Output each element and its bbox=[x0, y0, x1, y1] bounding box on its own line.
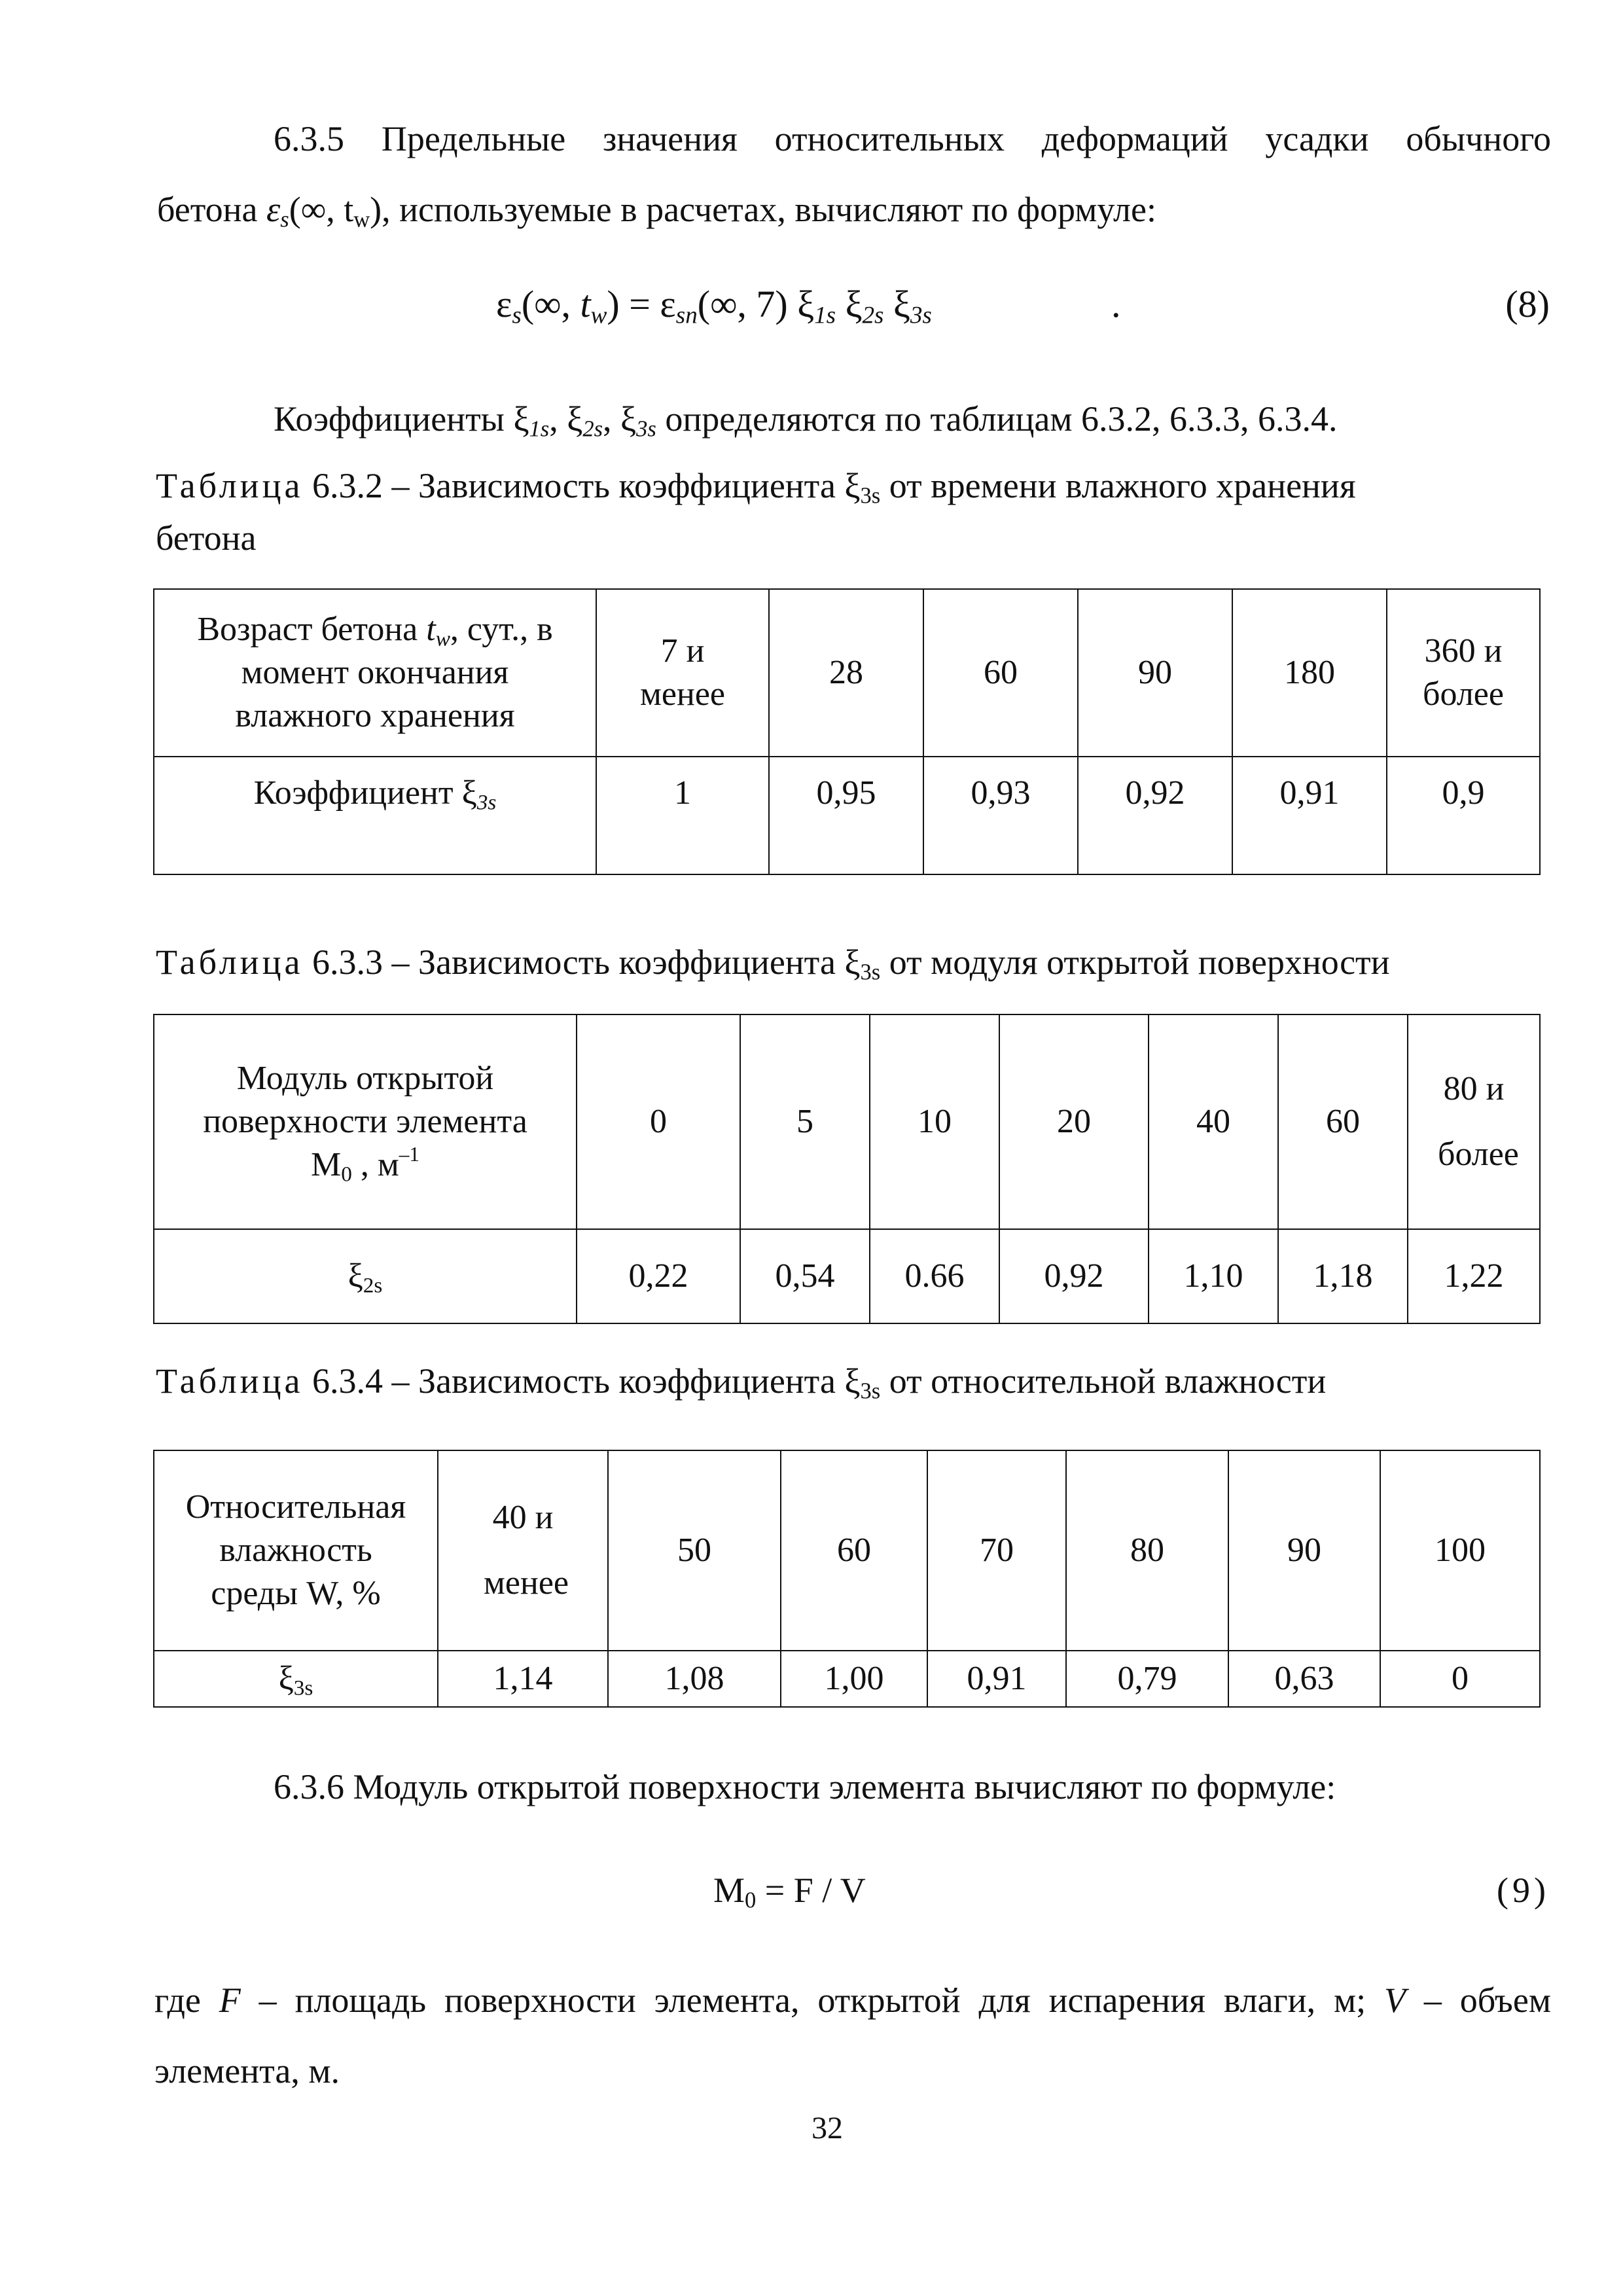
text: влажность bbox=[219, 1532, 372, 1569]
table-634 bbox=[153, 1450, 1541, 1708]
column-header: 80 bbox=[1066, 1450, 1228, 1651]
symbol: ε bbox=[496, 283, 512, 325]
text: момент окончания bbox=[241, 654, 509, 691]
text: , ξ bbox=[603, 399, 637, 439]
symbol: F bbox=[219, 1981, 241, 2020]
text: , сут., в bbox=[450, 611, 553, 648]
table-cell: 1,22 bbox=[1408, 1229, 1540, 1323]
subscript: s bbox=[280, 207, 289, 232]
text: бетона bbox=[157, 190, 266, 229]
column-header: 40 bbox=[1149, 1014, 1278, 1229]
text: 40 и менее bbox=[484, 1499, 569, 1602]
text: ξ bbox=[348, 1257, 363, 1295]
text: от времени влажного хранения bbox=[880, 466, 1356, 505]
subscript: 3s bbox=[476, 790, 497, 815]
subscript: 3s bbox=[860, 960, 881, 985]
row-label bbox=[154, 757, 596, 874]
table-632-header-row bbox=[154, 589, 1540, 757]
text: , используемые в расчетах, вычисляют по формуле: bbox=[382, 190, 1156, 229]
table-cell: 1,14 bbox=[438, 1651, 608, 1707]
text: бетона bbox=[156, 518, 257, 558]
where-line1 bbox=[154, 1965, 1551, 2036]
caption-label: Таблица bbox=[156, 942, 304, 982]
table-cell: 0 bbox=[1380, 1651, 1540, 1707]
text: определяются по таблицам 6.3.2, 6.3.3, 6.3.4. bbox=[665, 399, 1338, 439]
text: , м bbox=[351, 1146, 399, 1183]
table-cell: 1,08 bbox=[608, 1651, 781, 1707]
table-632-caption bbox=[156, 459, 1556, 564]
text: (∞, bbox=[521, 283, 580, 325]
formula-8-dot: . bbox=[1111, 283, 1121, 325]
column-header: 50 bbox=[608, 1450, 781, 1651]
page-number: 32 bbox=[812, 2111, 843, 2145]
symbol: М bbox=[311, 1146, 342, 1183]
superscript: –1 bbox=[399, 1143, 419, 1166]
column-header: 20 bbox=[999, 1014, 1149, 1229]
table-cell: 1,10 bbox=[1149, 1229, 1278, 1323]
table-cell: 0,79 bbox=[1066, 1651, 1228, 1707]
table-632 bbox=[153, 588, 1541, 875]
subscript: 1s bbox=[814, 302, 836, 329]
column-header bbox=[596, 589, 769, 757]
symbol: V bbox=[1384, 1981, 1406, 2020]
text: 80 и более bbox=[1438, 1070, 1519, 1173]
text: Относительная bbox=[185, 1488, 406, 1526]
where-line2: элемента, м. bbox=[154, 2051, 340, 2090]
text: 6.3.4 – Зависимость коэффициента ξ bbox=[312, 1361, 861, 1401]
text: 7 и менее bbox=[640, 632, 725, 713]
subscript: 0 bbox=[341, 1162, 352, 1187]
symbol: t bbox=[426, 611, 436, 648]
text: (∞, t bbox=[289, 190, 354, 229]
text: среды W, % bbox=[211, 1575, 381, 1612]
paragraph-635-line1 bbox=[157, 103, 1551, 174]
column-header: 5 bbox=[740, 1014, 870, 1229]
subscript: w bbox=[590, 302, 607, 329]
table-cell: 0,91 bbox=[927, 1651, 1066, 1707]
subscript: 1s bbox=[529, 416, 550, 442]
text: Возраст бетона bbox=[197, 611, 427, 648]
subscript: 3s bbox=[293, 1676, 313, 1700]
table-634-value-row bbox=[154, 1651, 1540, 1707]
table-cell: 0,63 bbox=[1228, 1651, 1380, 1707]
table-633-caption bbox=[156, 936, 1556, 988]
epsilon-symbol: ε bbox=[266, 190, 281, 229]
text: , ξ bbox=[549, 399, 583, 439]
table-cell: 0.66 bbox=[870, 1229, 999, 1323]
formula-9-number: (9) bbox=[1497, 1871, 1550, 1910]
text: 6.3.2 – Зависимость коэффициента ξ bbox=[312, 466, 861, 505]
text: – объем bbox=[1406, 1981, 1551, 2020]
header-cell bbox=[154, 1450, 438, 1651]
table-632-value-row bbox=[154, 757, 1540, 874]
symbol: М bbox=[713, 1871, 745, 1910]
formula-9 bbox=[713, 1864, 866, 1916]
column-header bbox=[1387, 589, 1540, 757]
formula-8 bbox=[496, 278, 932, 331]
text: ξ bbox=[278, 1660, 294, 1697]
text: – площадь поверхности элемента, открытой для испарения влаги, м; bbox=[240, 1981, 1385, 2020]
table-cell: 1 bbox=[596, 757, 769, 874]
column-header: 180 bbox=[1232, 589, 1387, 757]
column-header: 60 bbox=[781, 1450, 927, 1651]
table-cell: 1,18 bbox=[1278, 1229, 1408, 1323]
coefficients-line bbox=[274, 393, 1338, 445]
table-cell: 1,00 bbox=[781, 1651, 927, 1707]
paragraph-636: 6.3.6 Модуль открытой поверхности элемента вычисляют по формуле: bbox=[274, 1767, 1336, 1806]
table-cell: 0,92 bbox=[999, 1229, 1149, 1323]
table-cell: 0,9 bbox=[1387, 757, 1540, 874]
text: 6.3.3 – Зависимость коэффициента ξ bbox=[312, 942, 861, 982]
subscript: 3s bbox=[860, 483, 881, 509]
symbol: ξ bbox=[845, 283, 863, 325]
text: где bbox=[154, 1981, 219, 2020]
subscript: 0 bbox=[745, 1888, 757, 1913]
subscript: 2s bbox=[582, 416, 603, 442]
column-header: 10 bbox=[870, 1014, 999, 1229]
table-cell: 0,93 bbox=[923, 757, 1078, 874]
column-header bbox=[1408, 1014, 1540, 1229]
text: 6.3.5 Предельные значения относительных деформаций усадки обычного bbox=[274, 119, 1551, 158]
column-header: 70 bbox=[927, 1450, 1066, 1651]
formula-8-number: (8) bbox=[1505, 283, 1550, 325]
subscript: w bbox=[435, 626, 450, 651]
column-header: 90 bbox=[1078, 589, 1232, 757]
column-header: 60 bbox=[1278, 1014, 1408, 1229]
text: = F / V bbox=[756, 1871, 866, 1910]
text: Модуль открытой bbox=[236, 1060, 494, 1097]
text: влажного хранения bbox=[235, 697, 515, 734]
subscript: 2s bbox=[363, 1273, 383, 1298]
subscript: s bbox=[512, 302, 522, 329]
text: от относительной влажности bbox=[880, 1361, 1327, 1401]
table-cell: 0,22 bbox=[577, 1229, 740, 1323]
text: ) = ε bbox=[607, 283, 676, 325]
subscript: 3s bbox=[860, 1378, 881, 1404]
column-header: 0 bbox=[577, 1014, 740, 1229]
subscript: 3s bbox=[910, 302, 932, 329]
symbol: ξ bbox=[893, 283, 910, 325]
subscript: w bbox=[353, 207, 370, 232]
caption-label: Таблица bbox=[156, 1361, 304, 1401]
text: 360 и более bbox=[1423, 632, 1504, 713]
table-633 bbox=[153, 1014, 1541, 1324]
column-header: 60 bbox=[923, 589, 1078, 757]
table-cell: 0,91 bbox=[1232, 757, 1387, 874]
column-header: 28 bbox=[769, 589, 923, 757]
text: (∞, 7) ξ bbox=[697, 283, 815, 325]
column-header: 100 bbox=[1380, 1450, 1540, 1651]
row-label bbox=[154, 1651, 438, 1707]
table-633-value-row bbox=[154, 1229, 1540, 1323]
subscript: 3s bbox=[636, 416, 656, 442]
caption-label: Таблица bbox=[156, 466, 304, 505]
column-header: 90 bbox=[1228, 1450, 1380, 1651]
table-633-header-row bbox=[154, 1014, 1540, 1229]
text: Коэффициенты ξ bbox=[274, 399, 529, 439]
row-label bbox=[154, 1229, 577, 1323]
table-634-header-row bbox=[154, 1450, 1540, 1651]
table-cell: 0,54 bbox=[740, 1229, 870, 1323]
text: Коэффициент ξ bbox=[253, 774, 477, 812]
column-header bbox=[438, 1450, 608, 1651]
header-cell bbox=[154, 1014, 577, 1229]
subscript: sn bbox=[675, 302, 698, 329]
text: от модуля открытой поверхности bbox=[880, 942, 1390, 982]
table-634-caption bbox=[156, 1355, 1556, 1407]
symbol: t bbox=[580, 283, 591, 325]
paragraph-635-line2 bbox=[157, 174, 1551, 245]
table-cell: 0,95 bbox=[769, 757, 923, 874]
text: ) bbox=[370, 190, 382, 229]
table-cell: 0,92 bbox=[1078, 757, 1232, 874]
text: поверхности элемента bbox=[203, 1103, 527, 1140]
subscript: 2s bbox=[862, 302, 884, 329]
header-cell bbox=[154, 589, 596, 757]
